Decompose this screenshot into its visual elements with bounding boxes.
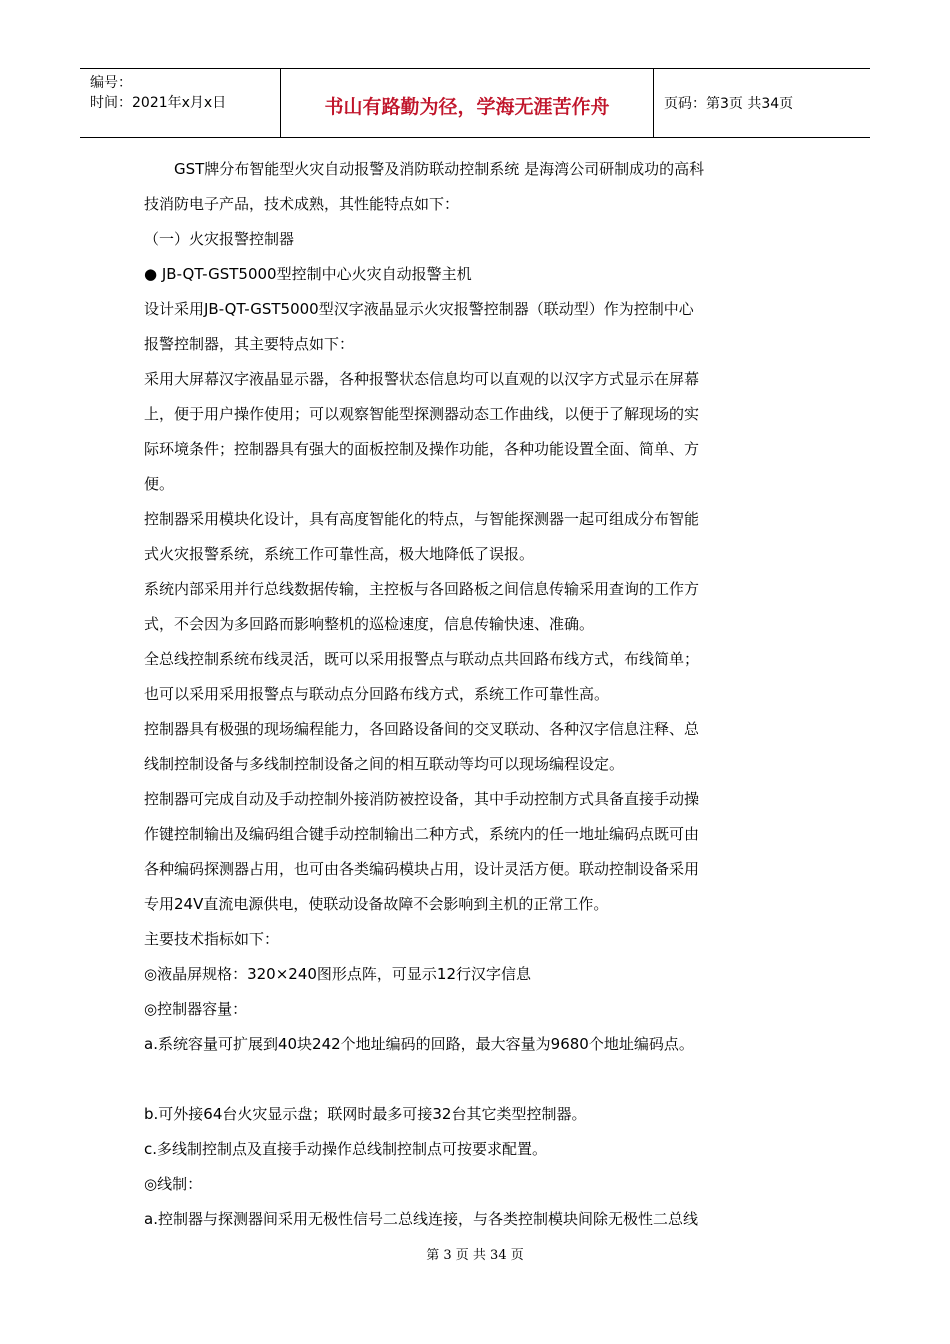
body-line: 专用24V直流电源供电，使联动设备故障不会影响到主机的正常工作。 <box>144 895 609 913</box>
body-line: 技消防电子产品，技术成熟，其性能特点如下： <box>144 195 460 213</box>
body-line: 际环境条件；控制器具有强大的面板控制及操作功能，各种功能设置全面、简单、方 <box>144 440 700 458</box>
body-line: 采用大屏幕汉字液晶显示器，各种报警状态信息均可以直观的以汉字方式显示在屏幕 <box>144 370 700 388</box>
spec-item: ◎线制： <box>144 1175 203 1193</box>
section-heading: （一）火灾报警控制器 <box>144 230 295 248</box>
header-meta <box>80 69 281 137</box>
code-label: 编号： <box>90 75 132 91</box>
body-line: 上，便于用户操作使用；可以观察智能型探测器动态工作曲线，以便于了解现场的实 <box>144 405 700 423</box>
body-line: 线制控制设备与多线制控制设备之间的相互联动等均可以现场编程设定。 <box>144 755 625 773</box>
spec-item: ◎液晶屏规格：320×240图形点阵，可显示12行汉字信息 <box>144 965 532 983</box>
spec-item: c.多线制控制点及直接手动操作总线制控制点可按要求配置。 <box>144 1140 548 1158</box>
body-line: 各种编码探测器占用，也可由各类编码模块占用，设计灵活方便。联动控制设备采用 <box>144 860 700 878</box>
body-line: GST牌分布智能型火灾自动报警及消防联动控制系统 是海湾公司研制成功的高科 <box>174 160 705 178</box>
spec-item: a.控制器与探测器间采用无极性信号二总线连接，与各类控制模块间除无极性二总线 <box>144 1210 698 1228</box>
header-page-info: 页码：第3页 共34页 <box>664 96 794 112</box>
blank-line <box>144 1062 804 1097</box>
spec-item: a.系统容量可扩展到40块242个地址编码的回路，最大容量为9680个地址编码点。 <box>144 1035 694 1053</box>
page-footer: 第 3 页 共 34 页 <box>426 1248 524 1263</box>
body-line: 式火灾报警系统，系统工作可靠性高，极大地降低了误报。 <box>144 545 535 563</box>
body-line: 控制器具有极强的现场编程能力，各回路设备间的交叉联动、各种汉字信息注释、总 <box>144 720 700 738</box>
body-line: 便。 <box>144 475 175 493</box>
spec-item: ◎控制器容量： <box>144 1000 248 1018</box>
document-body <box>144 152 804 1237</box>
spec-item: b.可外接64台火灾显示盘；联网时最多可接32台其它类型控制器。 <box>144 1105 587 1123</box>
body-line: 控制器采用模块化设计，具有高度智能化的特点，与智能探测器一起可组成分布智能 <box>144 510 700 528</box>
header-motto: 书山有路勤为径，学海无涯苦作舟 <box>281 69 654 137</box>
body-line: 报警控制器，其主要特点如下： <box>144 335 355 353</box>
body-line: 也可以采用采用报警点与联动点分回路布线方式，系统工作可靠性高。 <box>144 685 610 703</box>
body-line: 系统内部采用并行总线数据传输，主控板与各回路板之间信息传输采用查询的工作方 <box>144 580 700 598</box>
body-line: 作键控制输出及编码组合键手动控制输出二种方式，系统内的任一地址编码点既可由 <box>144 825 700 843</box>
product-heading: ● JB-QT-GST5000型控制中心火灾自动报警主机 <box>144 265 472 283</box>
body-line: 全总线控制系统布线灵活，既可以采用报警点与联动点共回路布线方式，布线简单； <box>144 650 700 668</box>
body-line: 式，不会因为多回路而影响整机的巡检速度，信息传输快速、准确。 <box>144 615 595 633</box>
body-line: 控制器可完成自动及手动控制外接消防被控设备，其中手动控制方式具备直接手动操 <box>144 790 700 808</box>
body-line: 主要技术指标如下： <box>144 930 280 948</box>
time-label: 时间：2021年x月x日 <box>90 95 227 111</box>
body-line: 设计采用JB-QT-GST5000型汉字液晶显示火灾报警控制器（联动型）作为控制中心 <box>144 300 694 318</box>
document-header <box>80 68 870 138</box>
